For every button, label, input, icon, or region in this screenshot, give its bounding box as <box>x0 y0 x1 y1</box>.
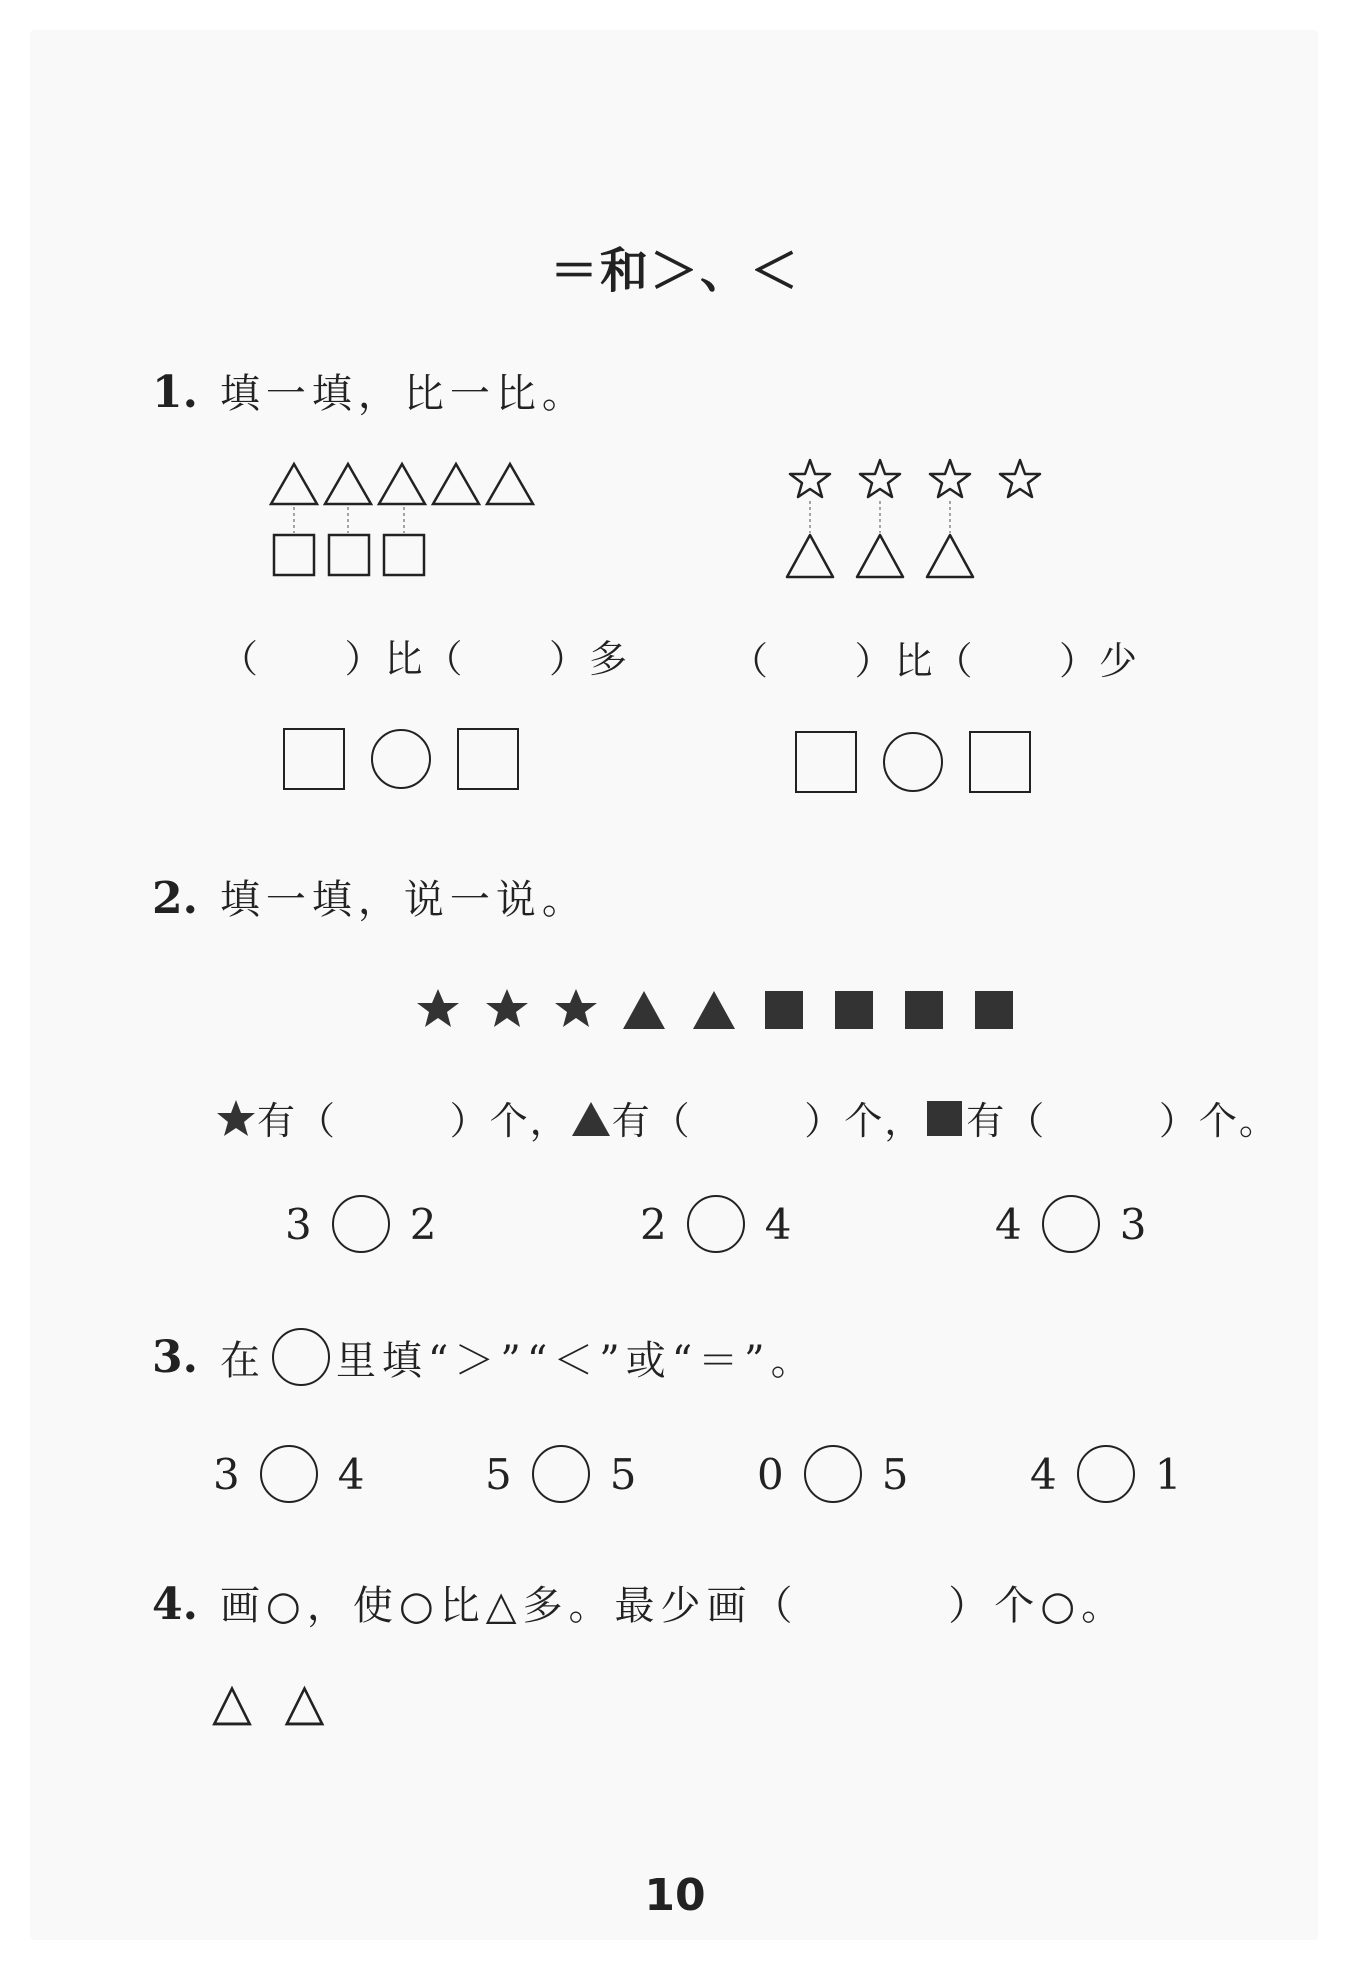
filled-star-icon <box>417 989 459 1027</box>
question-3-header <box>152 1328 817 1386</box>
question-3-text-before: 在 <box>219 1337 266 1384</box>
question-4-header <box>152 1574 1127 1631</box>
number-a: 0 <box>757 1449 784 1499</box>
q1-right-figure <box>775 455 1065 590</box>
triangle-icon <box>433 464 479 504</box>
q2-shape-row <box>410 985 1020 1035</box>
star-icon <box>860 460 900 497</box>
question-2-text: 填一填，说一说。 <box>219 877 588 923</box>
number-a: 4 <box>1030 1449 1057 1499</box>
q2-comparison-1 <box>285 1195 436 1253</box>
square-icon <box>274 535 314 575</box>
square-icon <box>384 535 424 575</box>
compare-circle[interactable] <box>332 1195 390 1253</box>
q3-comparison-4 <box>1030 1445 1181 1503</box>
triangle-icon <box>787 535 833 577</box>
filled-triangle-icon <box>570 1098 612 1138</box>
q2-comparison-2 <box>640 1195 791 1253</box>
number-b: 3 <box>1119 1199 1147 1249</box>
square-count-blank: 有（ ）个。 <box>966 1099 1279 1143</box>
number-a: 2 <box>640 1199 667 1249</box>
question-1-header <box>152 362 588 419</box>
triangle-icon <box>487 464 533 504</box>
answer-box <box>970 732 1030 792</box>
compare-circle[interactable] <box>260 1445 318 1503</box>
star-count-blank: 有（ ）个， <box>257 1099 570 1143</box>
triangle-icon <box>927 535 973 577</box>
triangle-icon <box>379 464 425 504</box>
number-b: 1 <box>1154 1449 1182 1499</box>
triangle-icon <box>857 535 903 577</box>
compare-circle[interactable] <box>532 1445 590 1503</box>
question-1-text: 填一填，比一比。 <box>219 371 588 417</box>
q4-triangles: △ △ <box>212 1672 333 1732</box>
filled-star-icon <box>555 989 597 1027</box>
number-b: 4 <box>764 1199 792 1249</box>
question-3-text-after: 里填“＞”“＜”或“＝”。 <box>335 1337 817 1384</box>
number-b: 5 <box>881 1449 909 1499</box>
q1-left-answer-boxes[interactable] <box>280 725 530 795</box>
question-3-number: 3. <box>152 1331 198 1383</box>
question-4-number: 4. <box>152 1579 198 1630</box>
filled-square-icon <box>905 991 943 1029</box>
number-b: 4 <box>337 1449 365 1499</box>
answer-box <box>458 729 518 789</box>
triangle-count-blank: 有（ ）个， <box>611 1099 925 1143</box>
filled-triangle-icon <box>623 991 665 1029</box>
number-b: 2 <box>409 1199 437 1249</box>
q3-comparison-1 <box>213 1445 364 1503</box>
page-number: 10 <box>644 1870 706 1921</box>
q2-count-line <box>215 1090 1279 1145</box>
q3-comparison-2 <box>485 1445 636 1503</box>
question-4-text: 画○，使○比△多。最少画（ ）个○。 <box>219 1583 1128 1629</box>
star-icon <box>930 460 970 497</box>
compare-circle[interactable] <box>687 1195 745 1253</box>
compare-circle[interactable] <box>804 1445 862 1503</box>
filled-square-icon <box>765 991 803 1029</box>
filled-square-icon <box>975 991 1013 1029</box>
triangle-icon <box>271 464 317 504</box>
number-a: 4 <box>995 1199 1022 1249</box>
q1-right-answer-boxes[interactable] <box>792 728 1042 798</box>
filled-square-icon <box>835 991 873 1029</box>
q3-comparison-3 <box>757 1445 908 1503</box>
triangle-icon <box>325 464 371 504</box>
filled-triangle-icon <box>693 991 735 1029</box>
compare-circle[interactable] <box>1042 1195 1100 1253</box>
answer-box <box>284 729 344 789</box>
question-2-header <box>152 868 588 925</box>
number-a: 3 <box>285 1199 312 1249</box>
square-icon <box>329 535 369 575</box>
q1-left-caption: （ ）比（ ）多 <box>220 637 629 681</box>
compare-circle <box>372 730 430 788</box>
number-a: 3 <box>213 1449 240 1499</box>
number-a: 5 <box>485 1449 512 1499</box>
compare-circle[interactable] <box>1077 1445 1135 1503</box>
compare-circle <box>884 733 942 791</box>
question-1-number: 1. <box>152 367 198 418</box>
q2-comparison-3 <box>995 1195 1146 1253</box>
circle-icon <box>272 1328 330 1386</box>
q1-right-caption: （ ）比（ ）少 <box>730 639 1139 683</box>
star-icon <box>790 460 830 497</box>
page-title: ＝和＞、＜ <box>549 243 800 299</box>
answer-box <box>796 732 856 792</box>
filled-square-icon <box>924 1098 966 1138</box>
filled-star-icon <box>486 989 528 1027</box>
star-icon <box>1000 460 1040 497</box>
number-b: 5 <box>609 1449 637 1499</box>
question-2-number: 2. <box>152 873 198 924</box>
filled-star-icon <box>215 1098 257 1138</box>
q1-left-figure <box>260 455 560 590</box>
